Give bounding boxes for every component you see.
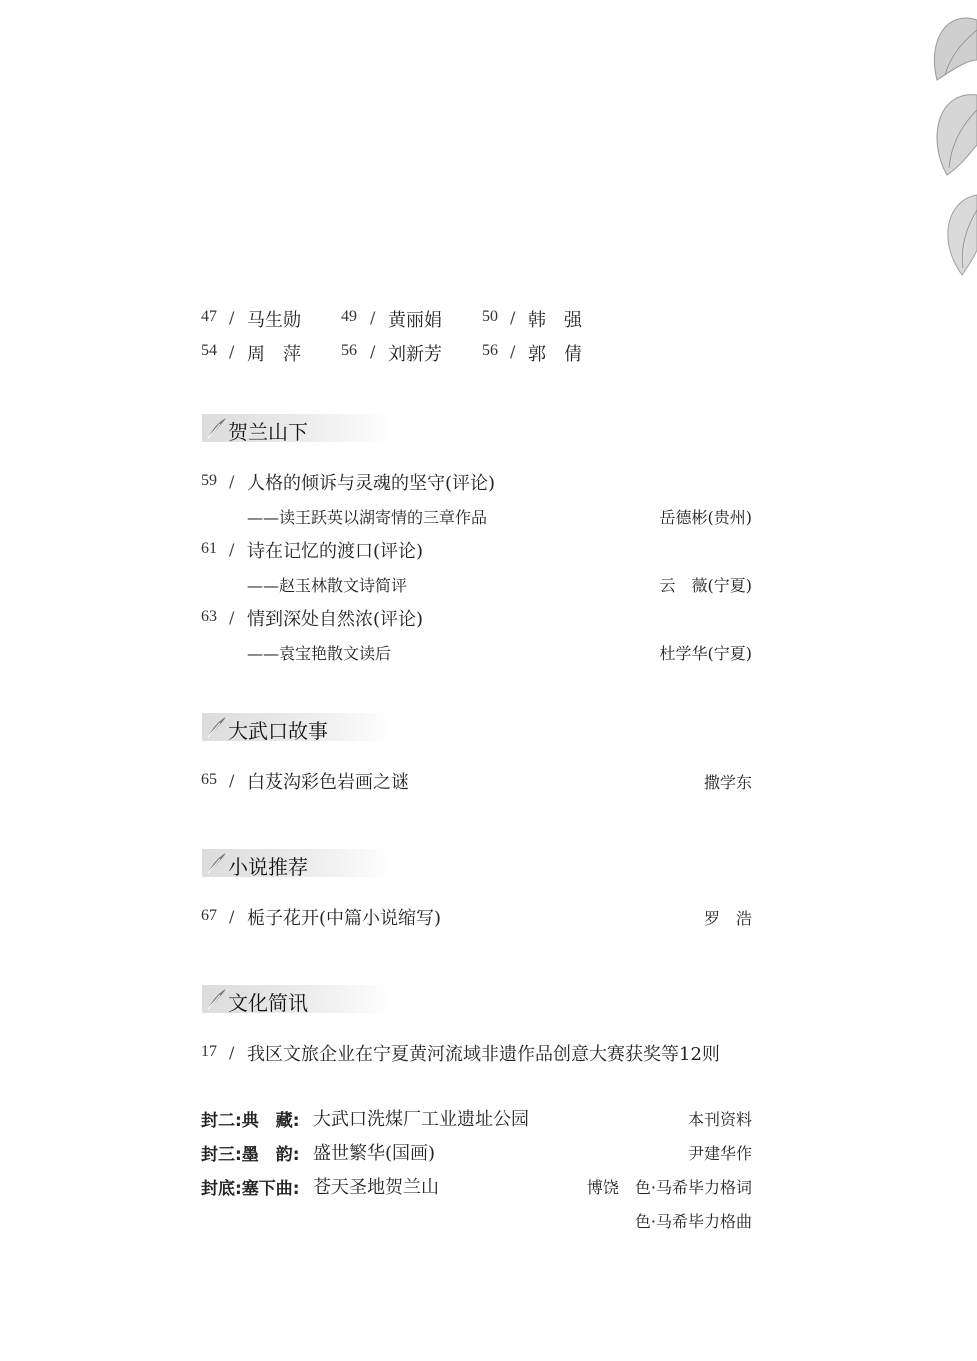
separator: / xyxy=(229,540,235,559)
section-title: 小说推荐 xyxy=(228,855,308,879)
separator: / xyxy=(229,308,235,327)
section-title: 大武口故事 xyxy=(228,719,328,743)
author-name: 黄丽娟 xyxy=(388,310,442,331)
section-header-helanshan xyxy=(202,414,392,442)
entry-title: 诗在记忆的渡口(评论) xyxy=(247,541,424,562)
entry-author: 岳德彬(贵州) xyxy=(659,508,752,527)
cover-title: 大武口洗煤厂工业遗址公园 xyxy=(313,1109,529,1130)
entry-subtitle: ——赵玉林散文诗简评 xyxy=(247,576,408,595)
section-header-wenhua xyxy=(202,985,392,1013)
cover-label: 封底:塞下曲: xyxy=(201,1179,300,1199)
separator: / xyxy=(370,342,376,361)
page-number: 17 xyxy=(201,1043,217,1060)
cover-credit-right-2: 色·马希毕力格曲 xyxy=(634,1212,752,1231)
separator: / xyxy=(510,342,516,361)
separator: / xyxy=(229,1043,235,1062)
section-header-dawukou xyxy=(202,713,392,741)
entry-title: 栀子花开(中篇小说缩写) xyxy=(247,908,442,929)
page-number: 65 xyxy=(201,771,217,788)
cover-title: 盛世繁华(国画) xyxy=(313,1143,436,1164)
page-number: 67 xyxy=(201,907,217,924)
page-number: 61 xyxy=(201,540,217,557)
entry-title: 情到深处自然浓(评论) xyxy=(247,609,424,630)
separator: / xyxy=(229,771,235,790)
separator: / xyxy=(370,308,376,327)
entry-subtitle: ——读王跃英以湖寄情的三章作品 xyxy=(247,508,488,527)
cover-credit-right: 本刊资料 xyxy=(687,1110,752,1129)
cover-credit-right: 博饶 色·马希毕力格词 xyxy=(586,1178,752,1197)
cover-label: 封三:墨 韵: xyxy=(201,1145,300,1165)
entry-title: 白芨沟彩色岩画之谜 xyxy=(247,772,409,793)
feather-icon xyxy=(204,416,228,440)
section-title: 贺兰山下 xyxy=(228,420,308,444)
separator: / xyxy=(510,308,516,327)
cover-title: 苍天圣地贺兰山 xyxy=(313,1177,439,1198)
entry-title: 人格的倾诉与灵魂的坚守(评论) xyxy=(247,473,496,494)
separator: / xyxy=(229,342,235,361)
separator: / xyxy=(229,608,235,627)
entry-author: 罗 浩 xyxy=(703,909,752,928)
author-name: 韩 强 xyxy=(528,310,582,331)
entry-author: 撒学东 xyxy=(703,773,752,792)
separator: / xyxy=(229,907,235,926)
leaf-decoration xyxy=(867,0,977,290)
author-name: 郭 倩 xyxy=(528,344,582,365)
entry-title: 我区文旅企业在宁夏黄河流域非遗作品创意大赛获奖等12则 xyxy=(247,1044,720,1065)
entry-author: 杜学华(宁夏) xyxy=(659,644,752,663)
page-number: 50 xyxy=(482,308,498,325)
page-number: 47 xyxy=(201,308,217,325)
entry-subtitle: ——袁宝艳散文读后 xyxy=(247,644,392,663)
author-name: 刘新芳 xyxy=(388,344,442,365)
feather-icon xyxy=(204,715,228,739)
separator: / xyxy=(229,472,235,491)
cover-credit-right: 尹建华作 xyxy=(687,1144,752,1163)
page-number: 54 xyxy=(201,342,217,359)
page-number: 56 xyxy=(341,342,357,359)
page-number: 56 xyxy=(482,342,498,359)
entry-author: 云 薇(宁夏) xyxy=(659,576,752,595)
page-number: 49 xyxy=(341,308,357,325)
feather-icon xyxy=(204,851,228,875)
author-name: 周 萍 xyxy=(247,344,301,365)
author-name: 马生勋 xyxy=(247,310,301,331)
page-number: 59 xyxy=(201,472,217,489)
page-number: 63 xyxy=(201,608,217,625)
feather-icon xyxy=(204,987,228,1011)
section-header-xiaoshuo xyxy=(202,849,392,877)
cover-label: 封二:典 藏: xyxy=(201,1111,300,1131)
section-title: 文化简讯 xyxy=(228,991,308,1015)
